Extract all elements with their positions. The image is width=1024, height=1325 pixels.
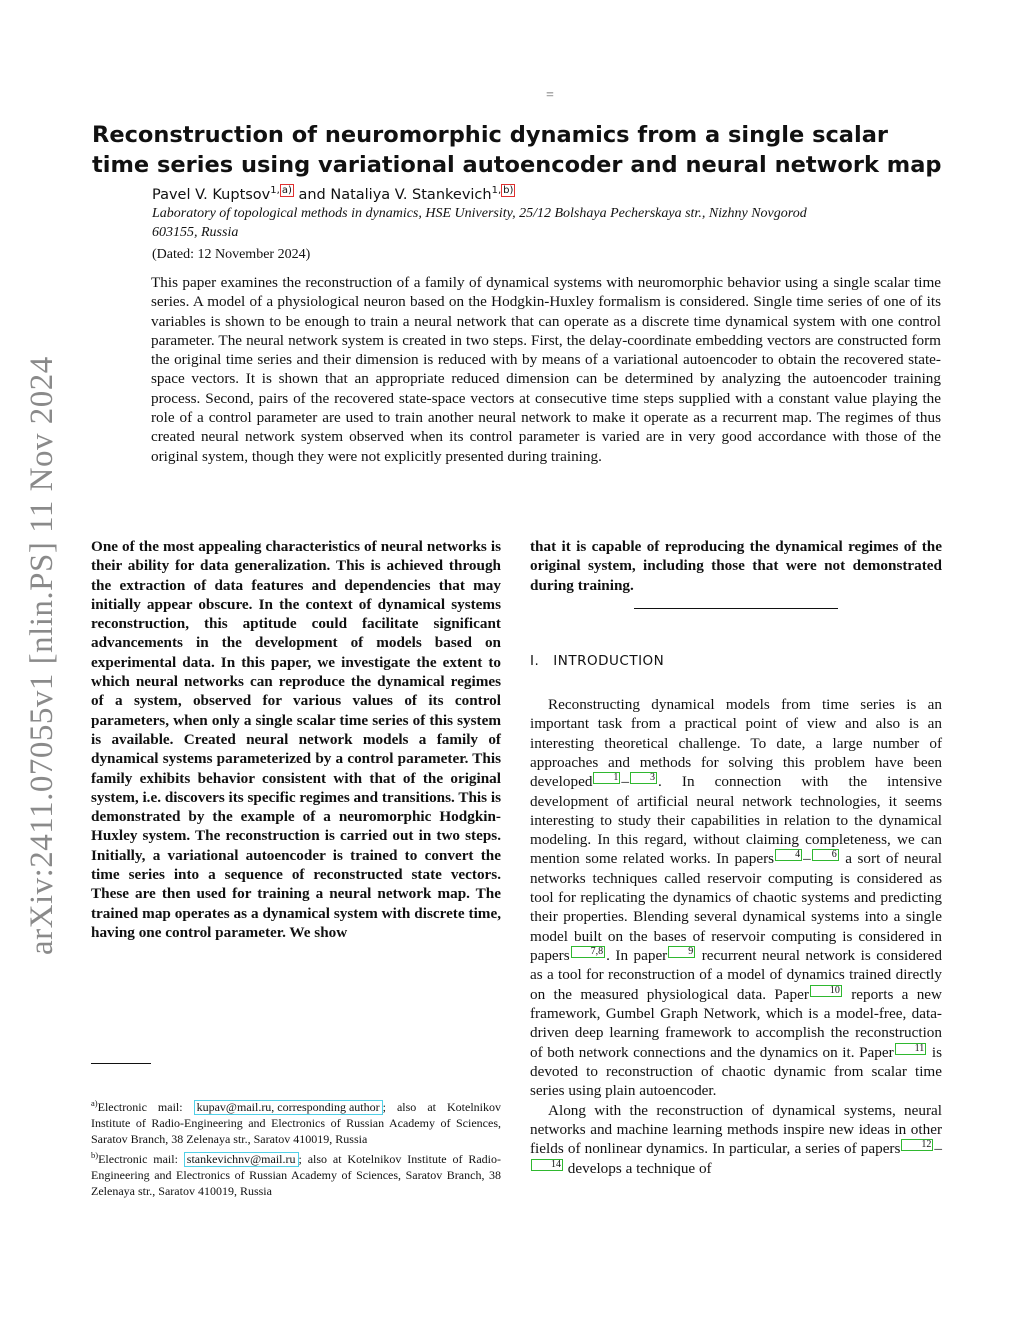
text-run: – xyxy=(621,773,630,791)
intro-paragraph xyxy=(530,695,942,1101)
text-run: is devoted to reconstruction of chaotic dynamic from scalar time series using plain autoencoder. xyxy=(530,1043,942,1100)
author-affil-marker: 1, xyxy=(270,185,280,196)
email-link[interactable]: stankevichnv@mail.ru xyxy=(184,1152,299,1167)
citation-link[interactable]: 10 xyxy=(810,985,842,997)
text-run: – xyxy=(803,850,811,868)
footnote-link-a[interactable]: a) xyxy=(281,185,292,196)
author-name: Nataliya V. Stankevich xyxy=(330,186,492,203)
citation-link[interactable]: 9 xyxy=(668,946,695,958)
text-run: Electronic mail: xyxy=(98,1152,184,1167)
text-run: develops a technique of xyxy=(564,1159,712,1177)
footnote-link-b[interactable]: b) xyxy=(503,185,514,196)
affiliation: Laboratory of topological methods in dynamics, HSE University, 25/12 Bolshaya Pecherskaya str., Nizhny Novgorod 603155, Russia xyxy=(152,206,807,240)
text-run: recurrent neural network is considered as a tool for reconstruction of a model of dynamics trained directly on the measured physiological data. Paper xyxy=(530,947,942,1003)
lead-divider xyxy=(634,608,838,609)
lead-paragraph-right: that it is capable of reproducing the dynamical regimes of the original system, including those that were not demonstrated during training. xyxy=(530,538,942,594)
paper-title: Reconstruction of neuromorphic dynamics from a single scalar time series using variational autoencoder and neural network map xyxy=(92,122,942,178)
citation-link[interactable]: 14 xyxy=(531,1159,563,1171)
citation-link[interactable]: 7,8 xyxy=(571,946,606,958)
arxiv-identifier: arXiv:2411.07055v1 [nlin.PS] 11 Nov 2024 xyxy=(24,356,60,955)
intro-paragraph xyxy=(530,1101,942,1178)
author-affil-marker: 1, xyxy=(491,185,502,196)
citation-link[interactable]: 1 xyxy=(593,772,620,784)
footnotes xyxy=(91,1096,501,1201)
footnote-b xyxy=(91,1148,501,1199)
text-run: Reconstructing dynamical models from time series is an important task from a practical point of view and also is an interesting theoretical challenge. To date, a large number of approaches and methods for solving this problem have been developed xyxy=(530,696,942,791)
date-line: (Dated: 12 November 2024) xyxy=(152,247,311,262)
text-run: ; also at Kotelnikov Institute of Radio-Engineering and Electronics of Russian Academy of Sciences, Saratov Branch, 38 Zelenaya str., Saratov 410019, Russia xyxy=(91,1100,501,1146)
lead-paragraph-left: One of the most appealing characteristics of neural networks is their ability for data generalization. This is achieved through the extraction of data features and dependencies that may initially appear obscure. In the context of dynamical systems reconstruction, this aptitude could facilitate significant advancements in the development of models based on experimental data. In this paper, we investigate the extent to which neural networks can reproduce the dynamical regimes of a system, observed for various values of its control parameters, when only a single scalar time series of this system is available. Created neural network models a family of dynamical systems parameterized by a control parameter. This family exhibits behavior consistent with that of the original system, i.e. discovers its specific regimes and transitions. This is demonstrated by the example of a neuromorphic Hodgkin-Huxley system. The reconstruction is carried out in two steps. Initially, a variational autoencoder is trained to convert the time series into a sequence of reconstructed state vectors. These are then used for training a neural network map. The trained map operates as a dynamical system with discrete time, having one control parameter. We show xyxy=(91,538,501,941)
section-title: INTRODUCTION xyxy=(553,653,665,669)
top-mark: = xyxy=(546,88,554,103)
citation-link[interactable]: 6 xyxy=(812,849,839,861)
text-run: – xyxy=(934,1140,942,1158)
footnote-marker: b) xyxy=(91,1150,99,1161)
text-run: Along with the reconstruction of dynamical systems, neural networks and machine learning methods inspire new ideas in other fields of nonlinear dynamics. In particular, a series of papers xyxy=(530,1101,942,1158)
text-run: Electronic mail: xyxy=(97,1100,194,1114)
text-run: . In paper xyxy=(606,947,668,965)
introduction-body xyxy=(530,695,942,1178)
text-run: . In connection with the intensive development of artificial neural network technologies, it seems interesting to study their capabilities in relation to the dynamical modeling. In this regard, without claiming completeness, we can mention some related works. In papers xyxy=(530,773,942,868)
footnote-rule xyxy=(91,1063,151,1064)
author-name: Pavel V. Kuptsov xyxy=(152,186,271,203)
footnote-a xyxy=(91,1096,501,1147)
text-run: ; also at Kotelnikov Institute of Radio-Engineering and Electronics of Russian Academy of Sciences, Saratov Branch, 38 Zelenaya str., Saratov 410019, Russia xyxy=(91,1152,501,1198)
email-link[interactable]: kupav@mail.ru, corresponding author xyxy=(194,1100,383,1115)
citation-link[interactable]: 3 xyxy=(630,772,657,784)
author-list xyxy=(152,184,515,203)
abstract: This paper examines the reconstruction of a family of dynamical systems with neuromorphic behavior using a single scalar time series. A model of a physiological neuron based on the Hodgkin-Huxley formalism is considered. Single time series of one of its variables is shown to be enough to train a neural network that can operate as a discrete time dynamical system with one control parameter. The neural network system is created in two steps. First, the delay-coordinate embedding vectors are constructed form the original time series and their dimension is reduced with by means of a variational autoencoder to obtain the recovered state-space vectors. It is shown that an appropriate reduced dimension can be determined by analyzing the autoencoder training process. Second, pairs of the recovered state-space vectors at consecutive time steps supplied with a constant value playing the role of a control parameter are used to train another neural network to make it operate as a recurrent map. The regimes of thus created neural network system observed when its control parameter is varied are in very good accordance with those of the original system, though they were not explicitly presented during training. xyxy=(151,274,941,465)
text-run: reports a new framework, Gumbel Graph Network, which is a model-free, data-driven deep learning framework to accomplish the reconstruction of both network connections and the dynamics on it. Paper xyxy=(530,985,942,1061)
section-number: I. xyxy=(530,653,540,669)
citation-link[interactable]: 11 xyxy=(895,1043,927,1055)
citation-link[interactable]: 12 xyxy=(901,1139,933,1151)
citation-link[interactable]: 4 xyxy=(775,849,802,861)
footnote-marker: a) xyxy=(91,1098,98,1108)
author-separator: and xyxy=(293,186,331,203)
section-heading xyxy=(530,653,664,669)
text-run: a sort of neural networks techniques called reservoir computing is considered as tool for replicating the dynamics of chaotic systems and predicting their properties. Blending several dynamical systems into a single model built on the bases of reservoir computing is considered in papers xyxy=(530,850,942,965)
